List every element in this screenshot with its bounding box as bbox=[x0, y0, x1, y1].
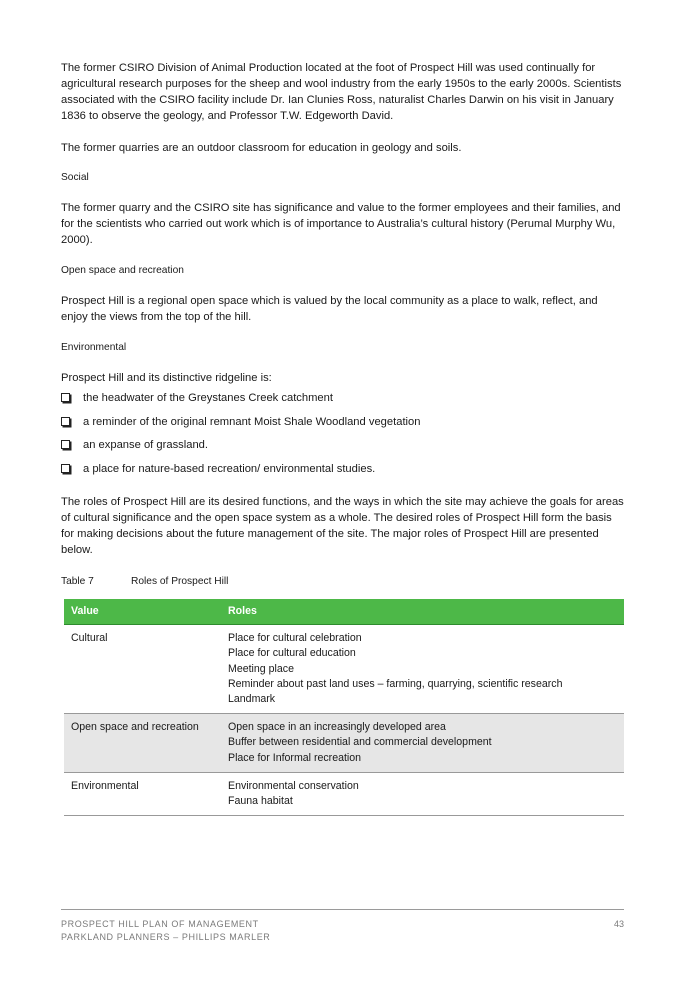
paragraph-social: The former quarry and the CSIRO site has significance and value to the former employees and their families, and for the scientists who carried out work which is of importance to Australia’s cultural history (Perumal Murphy Wu, 2000). bbox=[61, 202, 621, 246]
role-item: Meeting place bbox=[228, 662, 294, 675]
heading-social: Social bbox=[61, 172, 89, 183]
role-item: Place for cultural education bbox=[228, 647, 356, 660]
checkbox-bullet-icon bbox=[61, 464, 70, 473]
table-cell-value: Open space and recreation bbox=[64, 714, 221, 773]
role-item: Environmental conservation bbox=[228, 779, 359, 792]
heading-environmental: Environmental bbox=[61, 342, 127, 353]
checkbox-bullet-icon bbox=[61, 417, 70, 426]
paragraph-csiro-history: The former CSIRO Division of Animal Production located at the foot of Prospect Hill was used continually for agricultural research purposes for the sheep and wool industry from the early 1950s to the early 2000s. Scientists associated with the CSIRO facility include Dr. Ian Clunies Ross, naturalist Charles Darwin on his visit in January 1836 to observe the geology, and Professor T.W. Edgeworth David. bbox=[61, 62, 622, 122]
role-item: Reminder about past land uses – farming, quarrying, scientific research bbox=[228, 677, 563, 690]
checkbox-bullet-icon bbox=[61, 393, 70, 402]
role-item: Open space in an increasingly developed area bbox=[228, 721, 446, 734]
ridgeline-bullet-list bbox=[61, 390, 624, 484]
bullet-text: the headwater of the Greystanes Creek catchment bbox=[83, 392, 333, 404]
bullet-text: an expanse of grassland. bbox=[83, 439, 209, 451]
page-number: 43 bbox=[613, 919, 624, 929]
table-cell-roles bbox=[221, 772, 624, 815]
table-row bbox=[64, 714, 624, 773]
list-item bbox=[61, 414, 624, 438]
bullet-text: a reminder of the original remnant Moist Shale Woodland vegetation bbox=[83, 415, 421, 428]
heading-open-space: Open space and recreation bbox=[61, 265, 184, 276]
list-item bbox=[61, 390, 624, 414]
table-caption-number: Table 7 bbox=[61, 576, 94, 587]
table-caption-title: Roles of Prospect Hill bbox=[131, 576, 229, 587]
table-header-value: Value bbox=[64, 599, 221, 625]
page-footer bbox=[61, 909, 624, 942]
footer-title: PROSPECT HILL PLAN OF MANAGEMENT bbox=[61, 919, 259, 929]
footer-publication bbox=[61, 918, 270, 944]
table-cell-roles bbox=[221, 625, 624, 714]
role-item: Fauna habitat bbox=[228, 795, 293, 808]
role-item: Place for cultural celebration bbox=[228, 632, 362, 645]
roles-table bbox=[64, 599, 624, 816]
bullet-text: a place for nature-based recreation/ environmental studies. bbox=[83, 462, 376, 475]
role-item: Place for Informal recreation bbox=[228, 751, 362, 764]
table-cell-roles bbox=[221, 714, 624, 773]
role-item: Buffer between residential and commercial development bbox=[228, 736, 492, 749]
table-cell-value: Environmental bbox=[64, 772, 221, 815]
checkbox-bullet-icon bbox=[61, 440, 70, 449]
table-header-row bbox=[64, 599, 624, 625]
role-item: Landmark bbox=[228, 693, 276, 706]
list-item bbox=[61, 437, 624, 461]
paragraph-quarries: The former quarries are an outdoor classroom for education in geology and soils. bbox=[61, 142, 462, 154]
paragraph-ridgeline-intro: Prospect Hill and its distinctive ridgeline is: bbox=[61, 372, 272, 384]
table-caption bbox=[61, 575, 228, 589]
table-header-roles: Roles bbox=[221, 599, 624, 625]
paragraph-roles: The roles of Prospect Hill are its desired functions, and the ways in which the site may achieve the goals for areas of cultural significance and the open space system as a whole. The desired roles of Prospect Hill form the basis for making decisions about the future management of the site. The major roles of Prospect Hill are presented below. bbox=[61, 496, 624, 556]
table-row bbox=[64, 625, 624, 714]
footer-authors: PARKLAND PLANNERS – PHILLIPS MARLER bbox=[61, 932, 271, 942]
list-item bbox=[61, 461, 624, 485]
table-row bbox=[64, 772, 624, 815]
table-cell-value: Cultural bbox=[64, 625, 221, 714]
paragraph-open-space: Prospect Hill is a regional open space which is valued by the local community as a place to walk, reflect, and enjoy the views from the top of the hill. bbox=[61, 295, 598, 323]
